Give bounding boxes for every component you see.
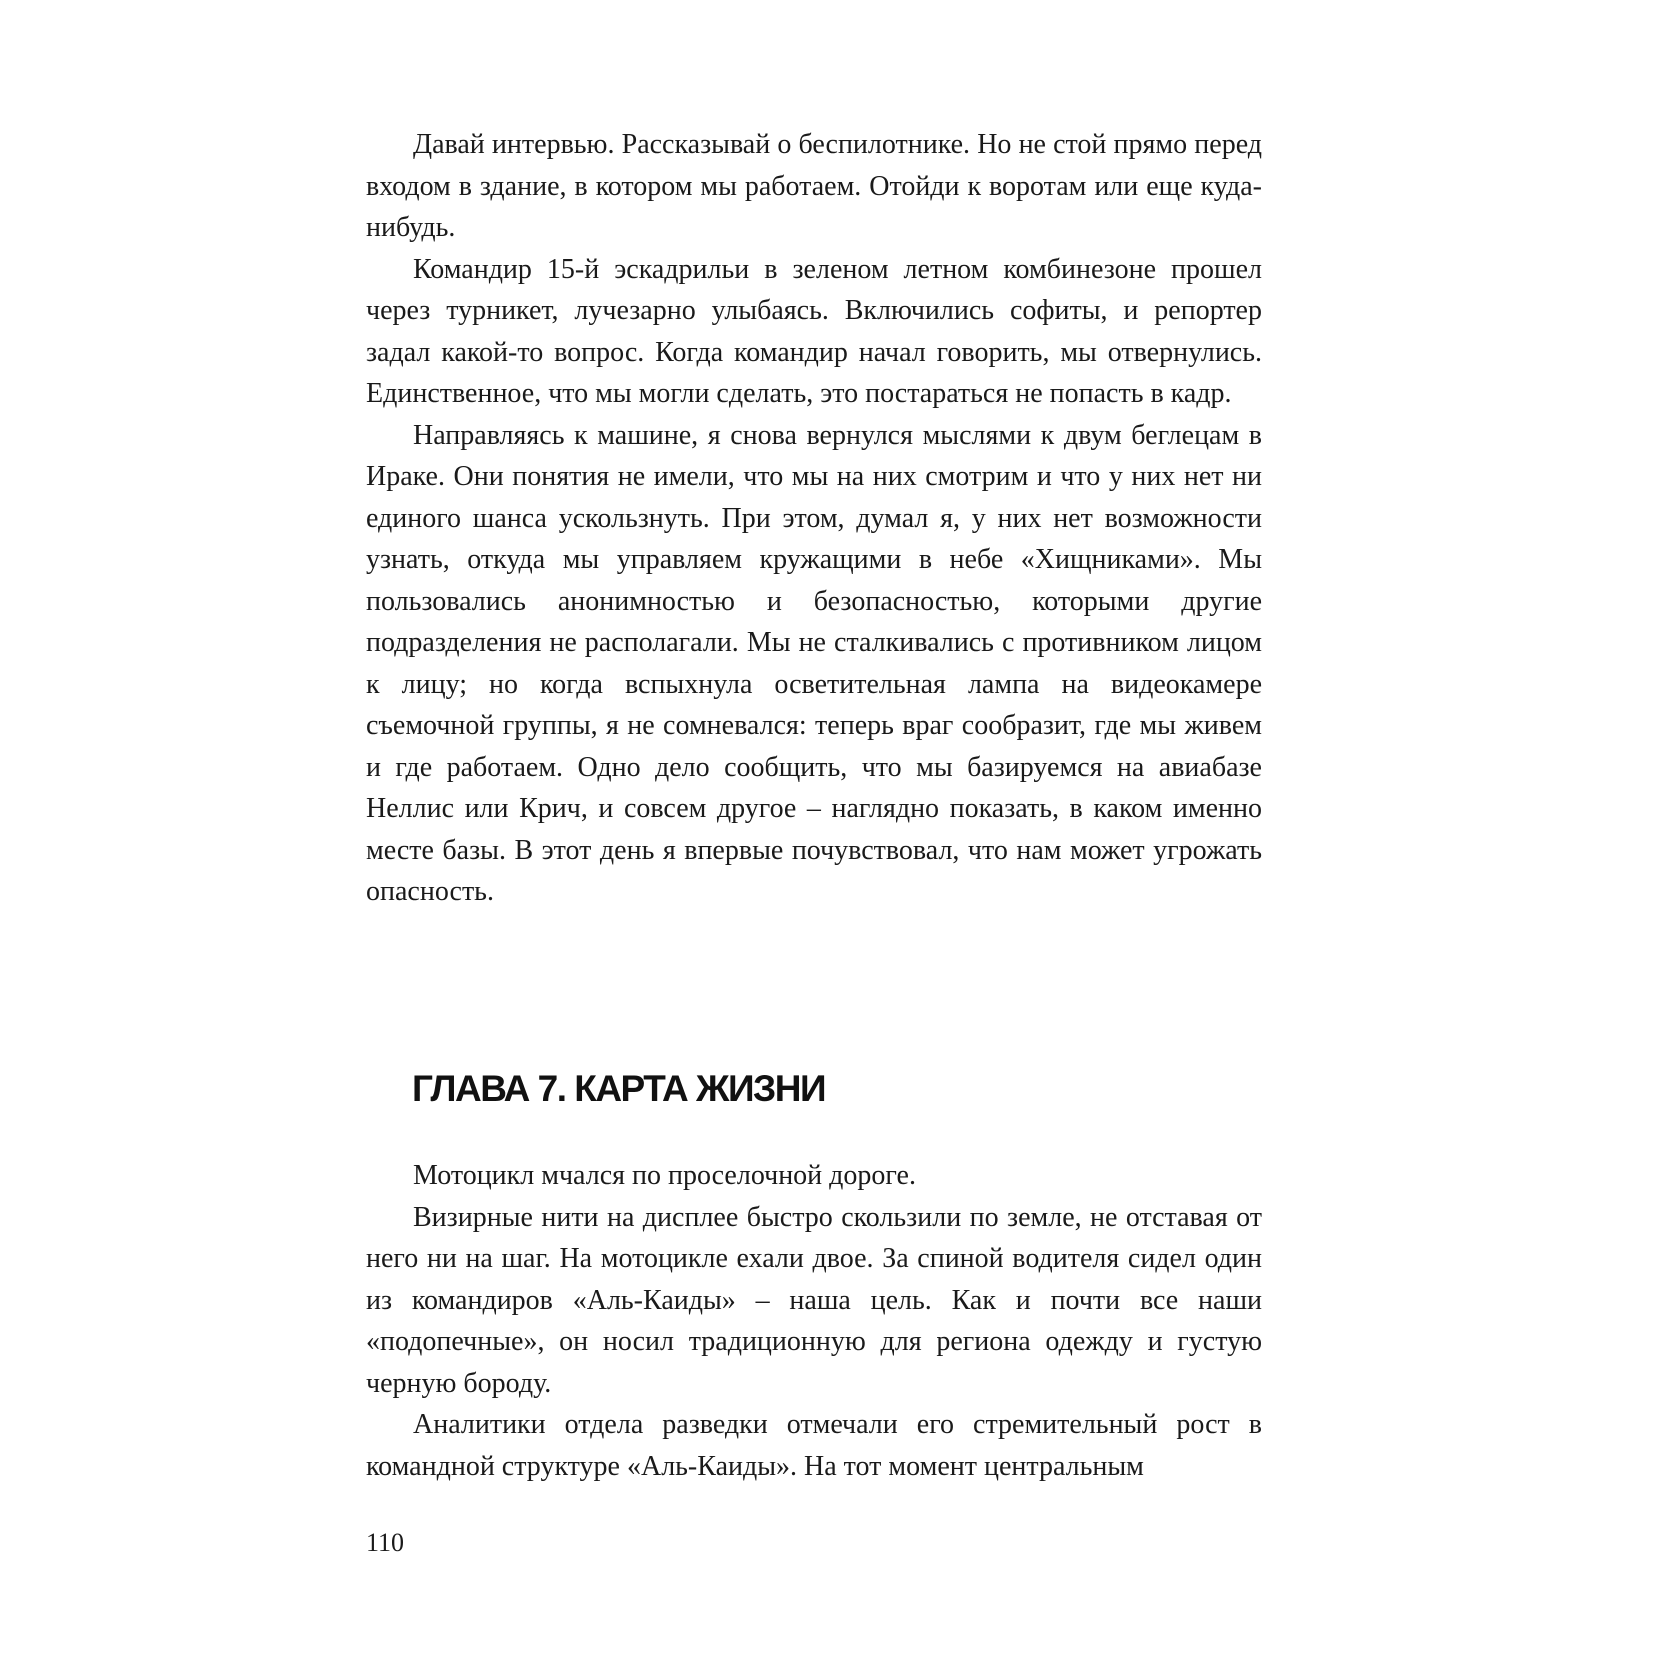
chapter-text-section: [366, 1155, 1262, 1487]
paragraph: Давай интервью. Рассказывай о беспилотнике. Но не стой прямо перед входом в здание, в котором мы работаем. Отойди к воротам или еще куда-нибудь.: [366, 129, 1262, 243]
paragraph: Командир 15-й эскадрильи в зеленом летном комбинезоне прошел через турникет, лучезарно улыбаясь. Включились софиты, и репортер задал какой-то вопрос. Когда командир начал говорить, мы отвернулись. Единственное, что мы могли сделать, это постараться не попасть в кадр.: [366, 253, 1262, 409]
paragraph: Аналитики отдела разведки отмечали его стремительный рост в командной структуре «Аль-Каиды». На тот момент центральным: [366, 1409, 1262, 1482]
top-text-section: [366, 124, 1262, 913]
paragraph: Направляясь к машине, я снова вернулся мыслями к двум беглецам в Ираке. Они понятия не имели, что мы на них смотрим и что у них нет ни единого шанса ускользнуть. При этом, думал я, у них нет возможности узнать, откуда мы управляем кружащими в небе «Хищниками». Мы пользовались анонимностью и безопасностью, которыми другие подразделения не располагали. Мы не сталкивались с противником лицом к лицу; но когда вспыхнула осветительная лампа на видеокамере съемочной группы, я не сомневался: теперь враг сообразит, где мы живем и где работаем. Одно дело сообщить, что мы базируемся на авиабазе Неллис или Крич, и совсем другое – наглядно показать, в каком именно месте базы. В этот день я впервые почувствовал, что нам может угрожать опасность.: [366, 419, 1262, 907]
chapter-title: ГЛАВА 7. КАРТА ЖИЗНИ: [412, 1068, 826, 1109]
page-number: 110: [366, 1528, 405, 1557]
paragraph: Визирные нити на дисплее быстро скользили по земле, не отставая от него ни на шаг. На мотоцикле ехали двое. За спиной водителя сидел один из командиров «Аль-Каиды» – наша цель. Как и почти все наши «подопечные», он носил традиционную для региона одежду и густую черную бороду.: [366, 1201, 1262, 1399]
paragraph: Мотоцикл мчался по проселочной дороге.: [413, 1160, 916, 1191]
